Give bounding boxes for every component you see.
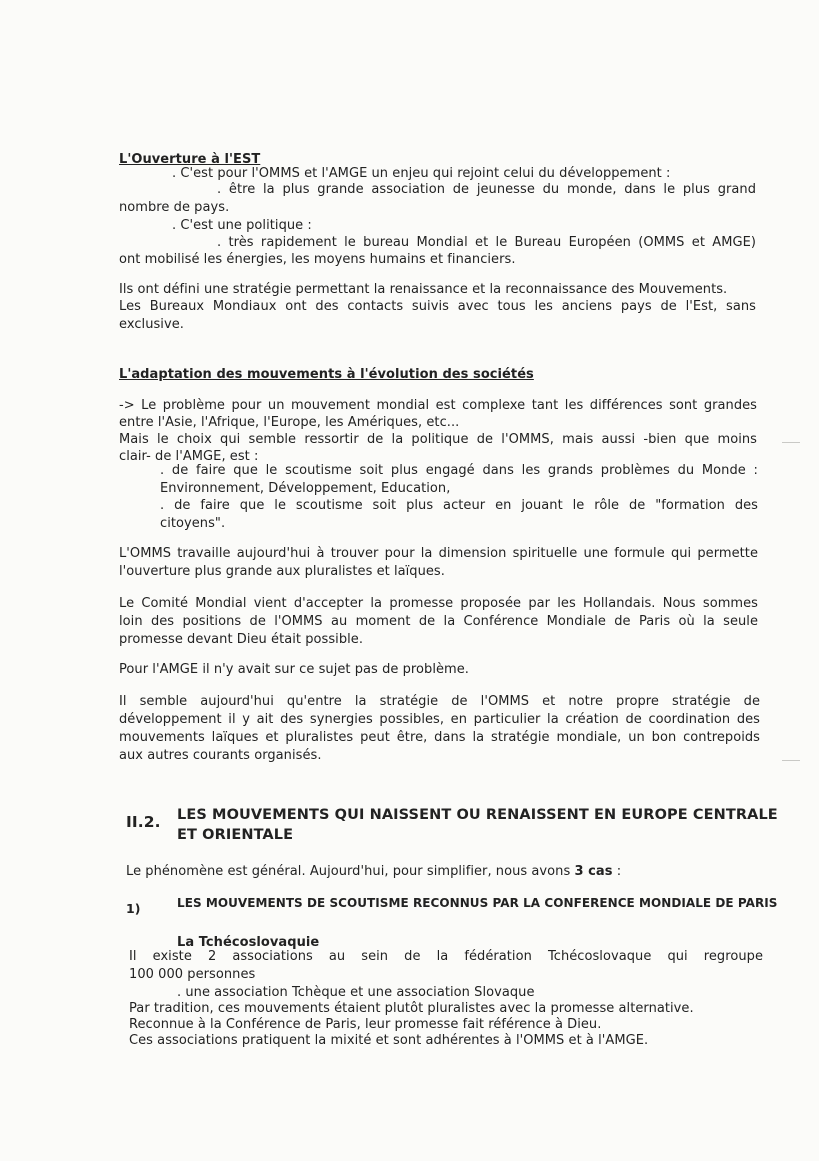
paragraph-line: promesse devant Dieu était possible. bbox=[119, 632, 364, 647]
paragraph-line: Les Bureaux Mondiaux ont des contacts suivis avec tous les anciens pays de l'Est, sans bbox=[119, 299, 756, 314]
intro-text-end: : bbox=[612, 864, 622, 879]
paragraph-line: mouvements laïques et pluralistes peut être, dans la stratégie mondiale, un bon contrepoids bbox=[119, 730, 760, 745]
paragraph-line: exclusive. bbox=[119, 317, 184, 332]
intro-text: Le phénomène est général. Aujourd'hui, pour simplifier, nous avons bbox=[126, 864, 575, 879]
section-heading-ouverture: L'Ouverture à l'EST bbox=[119, 152, 261, 167]
paragraph-line: développement il y ait des synergies possibles, en particulier la création de coordination des bbox=[119, 712, 760, 727]
paragraph-line: Mais le choix qui semble ressortir de la politique de l'OMMS, mais aussi -bien que moins bbox=[119, 432, 757, 447]
paragraph-line: . C'est une politique : bbox=[172, 218, 312, 233]
list-item-line: . une association Tchèque et une association Slovaque bbox=[177, 985, 535, 1000]
list-item-line: Environnement, Développement, Education, bbox=[160, 481, 451, 496]
section-title: LES MOUVEMENTS QUI NAISSENT OU RENAISSENT EN EUROPE CENTRALE bbox=[177, 807, 778, 823]
section-heading-adaptation: L'adaptation des mouvements à l'évolution des sociétés bbox=[119, 367, 534, 382]
scan-mark bbox=[782, 760, 800, 761]
paragraph-line: . être la plus grande association de jeunesse du monde, dans le plus grand bbox=[217, 182, 756, 197]
paragraph-line: . très rapidement le bureau Mondial et le Bureau Européen (OMMS et AMGE) bbox=[217, 235, 756, 250]
paragraph-line: . C'est pour l'OMMS et l'AMGE un enjeu qui rejoint celui du développement : bbox=[172, 166, 671, 181]
paragraph-line: entre l'Asie, l'Afrique, l'Europe, les Amériques, etc... bbox=[119, 415, 460, 430]
paragraph-line: l'ouverture plus grande aux pluralistes et laïques. bbox=[119, 564, 445, 579]
paragraph-line: -> Le problème pour un mouvement mondial est complexe tant les différences sont grandes bbox=[119, 398, 757, 413]
paragraph-line: Ils ont défini une stratégie permettant la renaissance et la reconnaissance des Mouvements. bbox=[119, 282, 728, 297]
paragraph-line: nombre de pays. bbox=[119, 200, 230, 215]
paragraph-line: Pour l'AMGE il n'y avait sur ce sujet pas de problème. bbox=[119, 662, 469, 677]
country-heading: La Tchécoslovaquie bbox=[177, 935, 320, 950]
paragraph-line: loin des positions de l'OMMS au moment de la Conférence Mondiale de Paris où la seule bbox=[119, 614, 758, 629]
paragraph-line: Il semble aujourd'hui qu'entre la stratégie de l'OMMS et notre propre stratégie de bbox=[119, 694, 760, 709]
list-item-line: citoyens". bbox=[160, 516, 226, 531]
intro-emphasis: 3 cas bbox=[574, 864, 613, 879]
paragraph-line: Par tradition, ces mouvements étaient plutôt pluralistes avec la promesse alternative. bbox=[129, 1001, 694, 1016]
paragraph-line: 100 000 personnes bbox=[129, 967, 256, 982]
section-title-continued: ET ORIENTALE bbox=[177, 827, 294, 843]
list-item-line: . de faire que le scoutisme soit plus engagé dans les grands problèmes du Monde : bbox=[160, 463, 758, 478]
list-item-line: . de faire que le scoutisme soit plus acteur en jouant le rôle de "formation des bbox=[160, 498, 758, 513]
section-intro bbox=[126, 863, 621, 880]
paragraph-line: Le Comité Mondial vient d'accepter la promesse proposée par les Hollandais. Nous sommes bbox=[119, 596, 758, 611]
subsection-title: LES MOUVEMENTS DE SCOUTISME RECONNUS PAR LA CONFERENCE MONDIALE DE PARIS bbox=[177, 896, 778, 910]
section-number: II.2. bbox=[126, 813, 161, 831]
subsection-number: 1) bbox=[126, 901, 141, 916]
paragraph-line: Reconnue à la Conférence de Paris, leur promesse fait référence à Dieu. bbox=[129, 1017, 602, 1032]
paragraph-line: aux autres courants organisés. bbox=[119, 748, 322, 763]
paragraph-line: clair- de l'AMGE, est : bbox=[119, 449, 259, 464]
paragraph-line: Ces associations pratiquent la mixité et sont adhérentes à l'OMMS et à l'AMGE. bbox=[129, 1033, 649, 1048]
paragraph-line: L'OMMS travaille aujourd'hui à trouver pour la dimension spirituelle une formule qui permette bbox=[119, 546, 758, 561]
paragraph-line: Il existe 2 associations au sein de la fédération Tchécoslovaque qui regroupe bbox=[129, 949, 763, 964]
paragraph-line: ont mobilisé les énergies, les moyens humains et financiers. bbox=[119, 252, 516, 267]
scan-mark bbox=[782, 442, 800, 443]
